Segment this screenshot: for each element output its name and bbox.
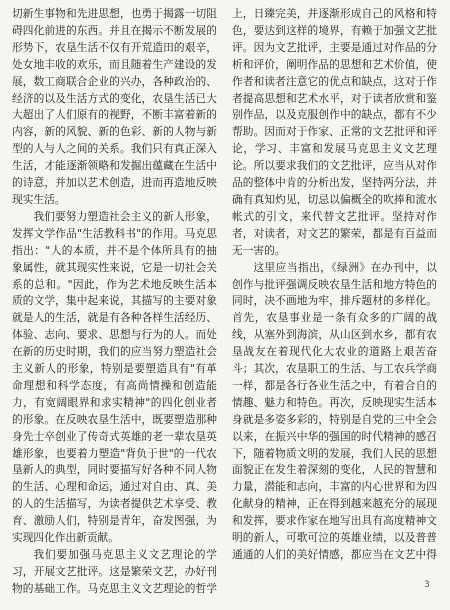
page-number: 3 [424, 580, 430, 590]
paragraph: 上，日臻完美，并逐渐形成自己的风格和特色，要达到这样的境界，有赖于加强文艺批评。因为文艺批评，主要是通过对作品的分析和评价，阐明作品的思想和艺术价值，使作者和读者注意它的优点和缺点，这对于作者提高思想和艺术水平，对于读者欣赏和鉴别作品，以及克服创作中的缺点，都有不少帮助。因而对于作家、正常的文艺批评和评论，学习、丰富和发展马克思主义文艺理论。所以要求我们的文艺批评，应当从对作品的整体中肯的分析出发，坚持两分法，并确有真知灼见，切忌以偏概全的吹捧和流水帐式的引文，来代替文艺批评。坚持对作者，对读者，对文艺的繁荣，都是有百益而无一害的。 [232, 7, 437, 257]
left-text-column [12, 6, 217, 598]
paragraph: 我们要加强马克思主义文艺理论的学习，开展文艺批评。这是繁荣文艺，办好刊物的基础工作。马克思主义文艺理论的哲学 [12, 548, 217, 595]
paragraph: 切新生事物和先进思想，也勇于揭露一切阻碍四化前进的东西。并且在揭示不断发展的形势下，农垦生活不仅有开荒造田的艰辛，处女地丰收的欢乐，而且随着生产建设的发展，数工商联合企业的兴办，各种政治的、经济的以及生活方式的变化，农垦生活已大大超出了人们原有的视野，不断丰富着新的内容，新的风貌、新的色彩、新的人物与新型的人与人之间的关系。我们只有真正深入生活，才能逐渐领略和发掘出蕴藏在生活中的诗意，并加以艺术创造，进而再造地反映现实生活。 [12, 7, 217, 206]
paragraph: 这里应当指出，《绿洲》在办刊中，以创作与批评强调反映农垦生活和地方特色的同时，决不画地为牢，排斥题材的多样化。首先，农垦事业是一条有众多的广阔的战线，从塞外到海滨，从山区到水乡，都有农垦战友在着现代化大农业的道路上艰苦奋斗；其次，农垦职工的生活、与工农兵学商一样，都是各行各业生活之中，有着合自的情趣、魅力和特色。再次，反映现实生活本身就是多姿多彩的，特别是自党的三中全会以来，在振兴中华的强国的时代精神的感召下，随着物质文明的发展，我们人民的思想面貌正在发生着深刻的变化，人民的智慧和力量，潜能和志向，丰富的内心世界和为四化献身的精神，正在得到越来越充分的展现和发挥，要求作家在地写出具有高度精神文明的新人，可歌可泣的英雄业绩，以及普普通通的人们的美好情感，都应当在文艺中得 [232, 260, 437, 561]
paragraph: 我们要努力塑造社会主义的新人形象，发挥文学作品"生活教科书"的作用。马克思指出："人的本质，并不是个体所具有的抽象属性，就其现实性来说，它是一切社会关系的总和。"因此，作为艺术地反映生活本质的文学，集中起来说，其描写的主要对象就是人的生活，就是有各种各样生活经历、体验、志向、要求、思想与行为的人。而处在新的历史时期，我们的应当努力塑造社会主义新人的形象，特别是要塑造具有"有革命理想和科学态度，有高尚情操和创造能力，有宽阔眼界和求实精神"的四化创业者的形象。在反映农垦生活中，既要塑造那种身先士卒创业了传奇式英雄的老一辈农垦英雄形象，也要着力塑造"背负于世"的一代农垦新人的典型，同时要描写好各种不同人物的生活、心理和命运，通过对自由、真、美的人的生活描写，为读者提供艺术享受、教育、激励人们，特别是青年，奋发图强，为实现四化作出新贡献。 [12, 209, 217, 545]
right-text-column [232, 6, 437, 566]
column-divider [224, 8, 225, 593]
